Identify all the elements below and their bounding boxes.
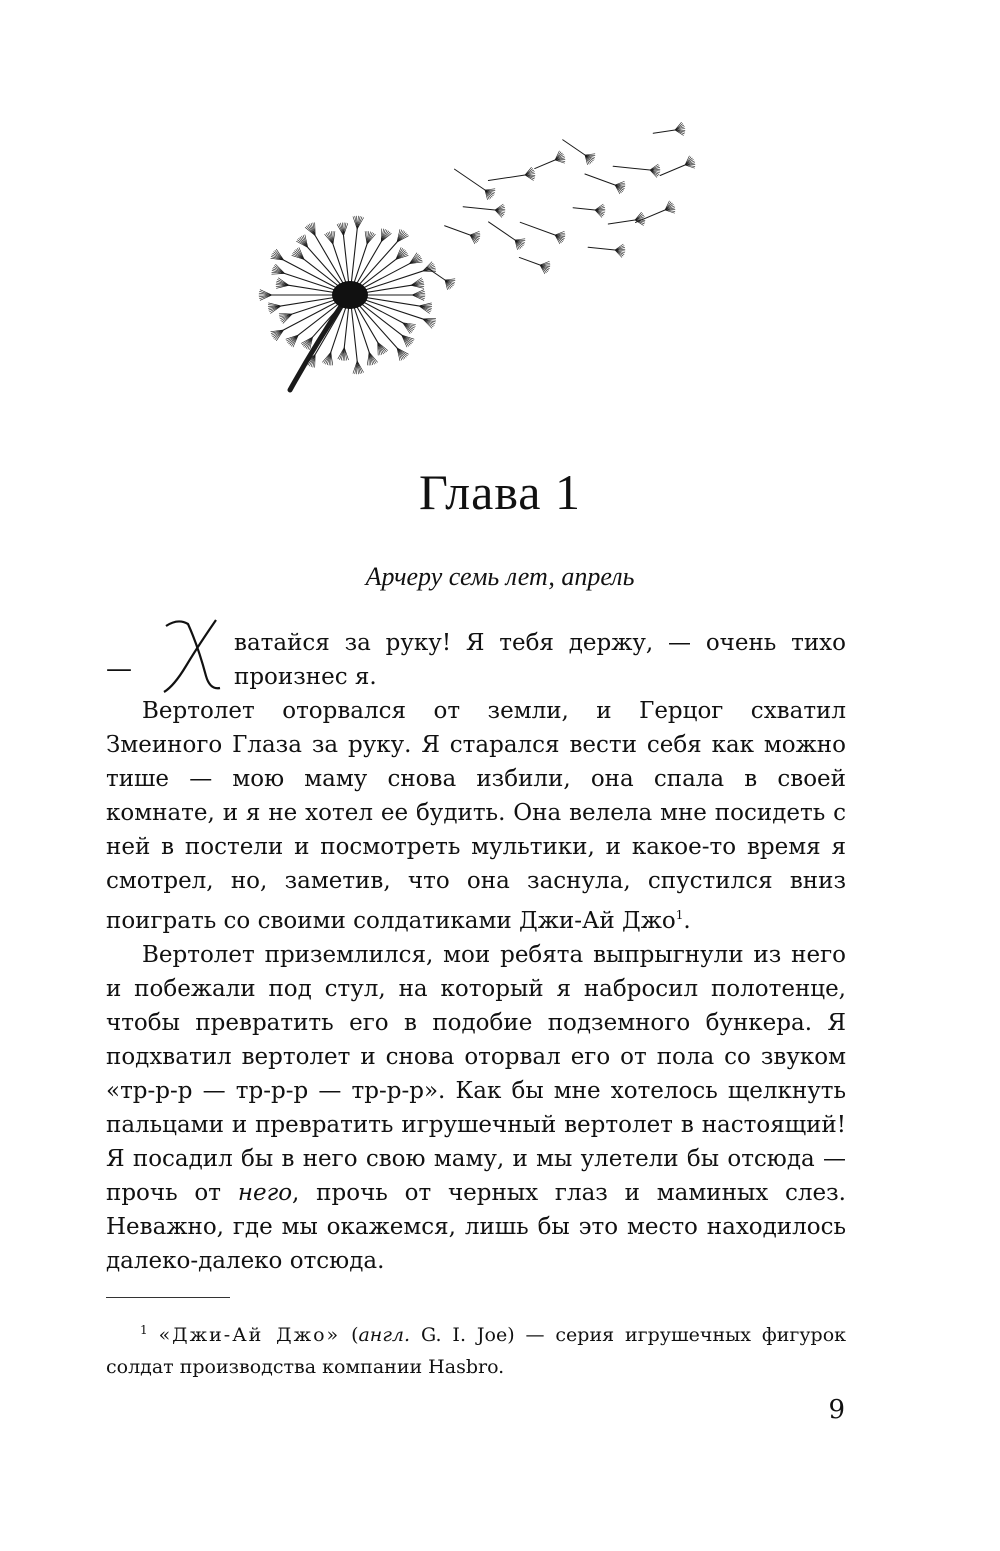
flying-seed-stem (608, 220, 635, 224)
flying-seed-stem (454, 169, 485, 190)
flying-seed-stem (653, 130, 675, 133)
flying-seed-stem (519, 257, 540, 265)
page-number: 9 (828, 1395, 845, 1425)
chapter-subtitle: Арчеру семь лет, апрель (365, 562, 635, 591)
seed-fluff (423, 271, 436, 272)
footnote-lang: англ. (358, 1324, 411, 1346)
flying-seed-fluff (445, 279, 455, 280)
opening-dash: — (106, 654, 132, 684)
flying-seed-fluff (485, 189, 495, 190)
footnote-paren: ( (340, 1324, 359, 1346)
flying-seed-stem (520, 222, 555, 235)
flying-seed-stem (563, 140, 585, 155)
seed-fluff (279, 313, 292, 314)
flying-seed-stem (588, 247, 615, 250)
footnote (106, 1314, 846, 1383)
paragraph-2-text-b: , прочь от черных глаз и маминых слез. Неважно, где мы окажемся, лишь бы это место находилось далеко-далеко отсюда. (106, 1180, 846, 1274)
chapter-body (106, 626, 846, 1278)
paragraph-2-text-a: Вертолет приземлился, мои ребята выпрыгнули из него и побежали под стул, на который я набросил полотенце, чтобы превратить его в подобие подземного бункера. Я подхватил вертолет и снова оторвал его от пола со звуком «тр-р-р — тр-р-р — тр-р-р». Как бы мне хотелось щелкнуть пальцами и превратить игрушечный вертолет в настоящий! Я посадил бы в него свою маму, и мы улетели бы отсюда — прочь от (106, 942, 846, 1206)
footnote-mark: 1 (140, 1323, 148, 1337)
chapter-title: Глава 1 (419, 464, 581, 520)
paragraph-2 (106, 938, 846, 1278)
paragraph-2-emphasis: него (237, 1180, 293, 1206)
flying-seed-stem (535, 160, 555, 169)
flying-seed-stem (613, 166, 650, 170)
footnote-text: G. I. Joe) — серия игрушечных фигурок солдат производства компании Hasbro. (106, 1324, 847, 1378)
paragraph-1 (106, 694, 846, 938)
dandelion-illustration (255, 115, 715, 405)
flying-seed-stem (488, 175, 525, 181)
flying-seed-stem (489, 222, 515, 240)
footnote-rule (106, 1297, 230, 1298)
opening-line-2: произнес я. (234, 664, 377, 690)
flying-seed-stem (660, 165, 685, 176)
flying-seed-stem (445, 226, 470, 235)
opening-line-1: ватайся за руку! Я тебя держу, — очень тихо (234, 630, 846, 656)
flying-seed-stem (427, 268, 445, 280)
dropcap-letter (158, 616, 228, 696)
flying-seed-stem (573, 208, 595, 210)
flying-seed-fluff (585, 154, 595, 155)
footnote-term: «Джи-Ай Джо» (158, 1324, 341, 1346)
paragraph-1-text: Вертолет оторвался от земли, и Герцог схватил Змеиного Глаза за руку. Я старался вести себя как можно тише — мою маму снова избили, она спала в своей комнате, и я не хотел ее будить. Она велела мне посидеть с ней в постели и посмотреть мультики, и какое-то время я смотрел, но, заметив, что она заснула, спустился вниз поиграть со своими солдатиками Джи-Ай Джо (106, 698, 846, 934)
footnote-ref[interactable]: 1 (675, 908, 684, 922)
flying-seed-stem (585, 174, 615, 185)
flying-seed-stem (463, 207, 495, 210)
flying-seed-fluff (515, 239, 525, 240)
opening-lines (106, 626, 846, 694)
paragraph-1-end: . (683, 908, 691, 934)
